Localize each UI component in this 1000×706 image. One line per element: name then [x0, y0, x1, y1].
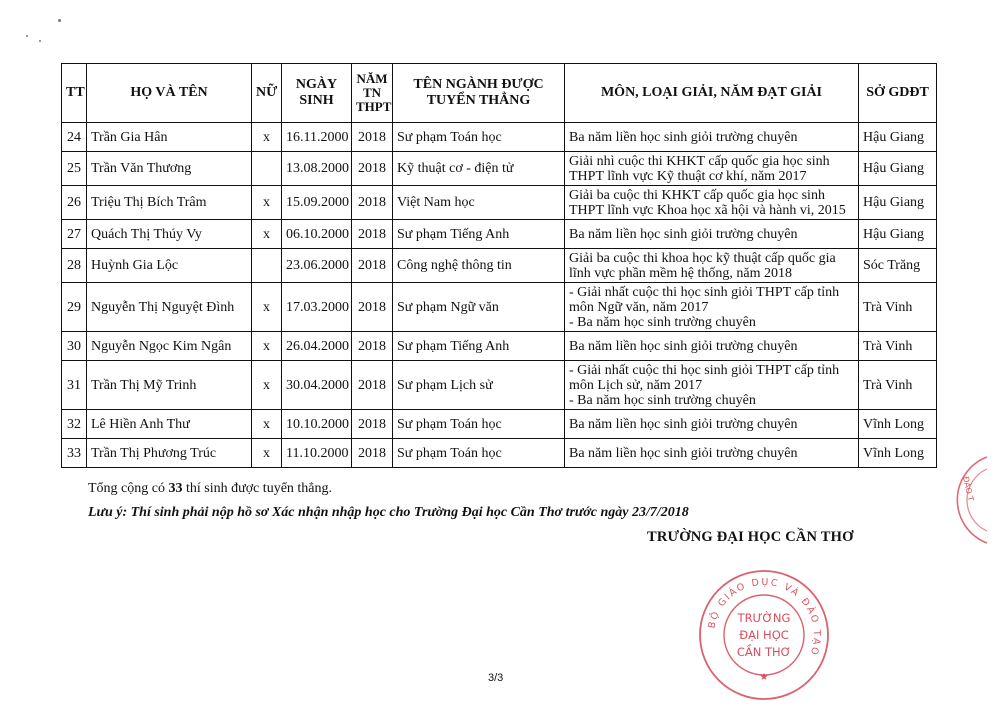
row-name: Lê Hiền Anh Thư [87, 410, 252, 439]
header-name: HỌ VÀ TÊN [87, 64, 252, 123]
row-major: Việt Nam học [393, 186, 565, 220]
row-sex: x [252, 439, 282, 468]
row-year: 2018 [352, 439, 393, 468]
row-dob: 30.04.2000 [282, 361, 352, 410]
table-row [62, 361, 937, 410]
row-tt: 33 [62, 439, 87, 468]
row-dob: 26.04.2000 [282, 332, 352, 361]
row-year: 2018 [352, 152, 393, 186]
row-major: Kỹ thuật cơ - điện tử [393, 152, 565, 186]
award-line: Ba năm liền học sinh giỏi trường chuyên [569, 129, 798, 145]
row-sex [252, 152, 282, 186]
table-row [62, 123, 937, 152]
award-line: Giải nhì cuộc thi KHKT cấp quốc gia học sinh [569, 153, 830, 169]
table-row [62, 410, 937, 439]
scan-speck [58, 19, 61, 22]
admission-table [61, 63, 937, 468]
row-major: Công nghệ thông tin [393, 249, 565, 283]
row-dob: 16.11.2000 [282, 123, 352, 152]
row-dept: Hậu Giang [859, 152, 937, 186]
award-line: Giải ba cuộc thi KHKT cấp quốc gia học sinh [569, 187, 825, 203]
row-name: Quách Thị Thúy Vy [87, 220, 252, 249]
row-award [565, 439, 859, 468]
row-dob: 11.10.2000 [282, 439, 352, 468]
row-dept: Trà Vinh [859, 283, 937, 332]
row-tt: 28 [62, 249, 87, 283]
row-dept: Vĩnh Long [859, 439, 937, 468]
row-major: Sư phạm Lịch sử [393, 361, 565, 410]
row-major: Sư phạm Toán học [393, 410, 565, 439]
row-award [565, 283, 859, 332]
svg-text:ĐẠI HỌC: ĐẠI HỌC [739, 628, 789, 642]
row-award [565, 249, 859, 283]
row-dob: 15.09.2000 [282, 186, 352, 220]
table-row [62, 152, 937, 186]
award-line: - Giải nhất cuộc thi học sinh giỏi THPT cấp tỉnh [569, 284, 840, 300]
award-line: Ba năm liền học sinh giỏi trường chuyên [569, 416, 798, 432]
row-award [565, 332, 859, 361]
submission-note: Lưu ý: Thí sinh phải nộp hồ sơ Xác nhận nhập học cho Trường Đại học Cần Thơ trước ngày 23/7/2018 [88, 505, 689, 520]
svg-text:ĐÀO T: ĐÀO T [961, 475, 976, 502]
row-name: Trần Gia Hân [87, 123, 252, 152]
total-summary: Tổng cộng có 33 thí sinh được tuyển thẳng. [88, 481, 333, 496]
row-name: Trần Văn Thương [87, 152, 252, 186]
award-line: lĩnh vực phần mềm hệ thống, năm 2018 [569, 265, 792, 281]
row-name: Nguyễn Ngọc Kim Ngân [87, 332, 252, 361]
table-header-row [62, 64, 937, 123]
award-line: - Ba năm học sinh trường chuyên [569, 314, 756, 330]
row-sex: x [252, 123, 282, 152]
row-award [565, 220, 859, 249]
row-tt: 26 [62, 186, 87, 220]
total-count: 33 [168, 481, 183, 496]
table-row [62, 332, 937, 361]
row-dept: Trà Vinh [859, 361, 937, 410]
award-line: - Giải nhất cuộc thi học sinh giỏi THPT cấp tỉnh [569, 362, 840, 378]
row-major: Sư phạm Ngữ văn [393, 283, 565, 332]
row-major: Sư phạm Tiếng Anh [393, 220, 565, 249]
award-line: Giải ba cuộc thi khoa học kỹ thuật cấp quốc gia [569, 250, 836, 266]
row-tt: 29 [62, 283, 87, 332]
row-sex: x [252, 332, 282, 361]
table-row [62, 186, 937, 220]
row-tt: 25 [62, 152, 87, 186]
svg-text:CẦN THƠ: CẦN THƠ [736, 645, 792, 659]
row-dob: 17.03.2000 [282, 283, 352, 332]
row-name: Huỳnh Gia Lộc [87, 249, 252, 283]
row-sex [252, 249, 282, 283]
row-sex: x [252, 410, 282, 439]
row-major: Sư phạm Toán học [393, 439, 565, 468]
row-major: Sư phạm Tiếng Anh [393, 332, 565, 361]
row-sex: x [252, 186, 282, 220]
award-line: môn Lịch sử, năm 2017 [569, 377, 703, 393]
page-number: 3/3 [488, 672, 504, 684]
table-row [62, 220, 937, 249]
row-dob: 23.06.2000 [282, 249, 352, 283]
award-line: THPT lĩnh vực Kỹ thuật cơ khí, năm 2017 [569, 168, 807, 184]
row-year: 2018 [352, 123, 393, 152]
row-tt: 31 [62, 361, 87, 410]
row-major: Sư phạm Toán học [393, 123, 565, 152]
award-line: - Ba năm học sinh trường chuyên [569, 392, 756, 408]
award-line: THPT lĩnh vực Khoa học xã hội và hành vi, 2015 [569, 202, 846, 218]
scan-speck [26, 35, 28, 37]
header-dob: NGÀY SINH [282, 64, 352, 123]
award-line: Ba năm liền học sinh giỏi trường chuyên [569, 445, 798, 461]
row-year: 2018 [352, 361, 393, 410]
table-body [62, 123, 937, 468]
row-award [565, 361, 859, 410]
row-tt: 27 [62, 220, 87, 249]
row-tt: 32 [62, 410, 87, 439]
award-line: Ba năm liền học sinh giỏi trường chuyên [569, 338, 798, 354]
header-year: NĂM TN THPT [352, 64, 393, 123]
award-line: môn Ngữ văn, năm 2017 [569, 299, 709, 315]
row-award [565, 152, 859, 186]
row-dob: 06.10.2000 [282, 220, 352, 249]
row-sex: x [252, 361, 282, 410]
table-row [62, 249, 937, 283]
row-dept: Hậu Giang [859, 220, 937, 249]
row-dob: 10.10.2000 [282, 410, 352, 439]
signature-block: TRƯỜNG ĐẠI HỌC CẦN THƠ [647, 529, 854, 545]
row-dept: Sóc Trăng [859, 249, 937, 283]
row-name: Triệu Thị Bích Trâm [87, 186, 252, 220]
edge-stamp [929, 455, 989, 545]
header-major: TÊN NGÀNH ĐƯỢC TUYỂN THẲNG [393, 64, 565, 123]
row-name: Nguyễn Thị Nguyệt Đình [87, 283, 252, 332]
row-dob: 13.08.2000 [282, 152, 352, 186]
row-award [565, 123, 859, 152]
table-row [62, 439, 937, 468]
header-sex: NỮ [252, 64, 282, 123]
row-year: 2018 [352, 410, 393, 439]
award-line: Ba năm liền học sinh giỏi trường chuyên [569, 226, 798, 242]
svg-text:BỘ GIÁO DỤC VÀ ĐÀO TẠO: BỘ GIÁO DỤC VÀ ĐÀO TẠO [706, 576, 823, 658]
row-tt: 24 [62, 123, 87, 152]
row-dept: Vĩnh Long [859, 410, 937, 439]
row-name: Trần Thị Mỹ Trinh [87, 361, 252, 410]
row-award [565, 410, 859, 439]
header-dept: SỞ GDĐT [859, 64, 937, 123]
table-row [62, 283, 937, 332]
svg-text:TRƯỜNG: TRƯỜNG [737, 611, 791, 625]
row-dept: Trà Vinh [859, 332, 937, 361]
university-seal [696, 567, 832, 703]
row-dept: Hậu Giang [859, 123, 937, 152]
row-sex: x [252, 283, 282, 332]
row-tt: 30 [62, 332, 87, 361]
header-tt: TT [62, 64, 87, 123]
row-name: Trần Thị Phương Trúc [87, 439, 252, 468]
row-year: 2018 [352, 332, 393, 361]
header-award: MÔN, LOẠI GIẢI, NĂM ĐẠT GIẢI [565, 64, 859, 123]
row-award [565, 186, 859, 220]
row-year: 2018 [352, 249, 393, 283]
row-sex: x [252, 220, 282, 249]
row-year: 2018 [352, 220, 393, 249]
svg-text:★: ★ [759, 672, 769, 683]
row-year: 2018 [352, 283, 393, 332]
row-dept: Hậu Giang [859, 186, 937, 220]
scan-speck [39, 40, 41, 42]
row-year: 2018 [352, 186, 393, 220]
